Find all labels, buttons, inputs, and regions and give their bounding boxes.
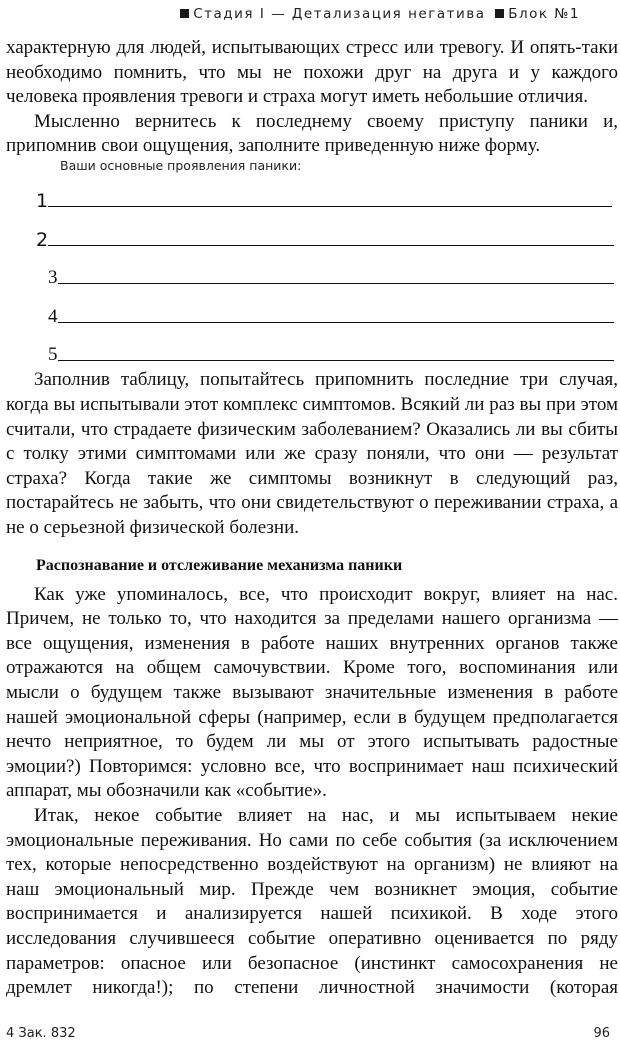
paragraph-event: Итак, некое событие влияет на нас, и мы испытываем некие эмоциональные переживания. Но сами по себе события (за исключением тех, которые непосредственно воздействуют на организм) не влияют на наш эмоциональный мир. Прежде чем возникнет эмоция, событие воспринимается и анализируется нашей психикой. В ходе этого исследования случившееся событие оперативно оценивается по ряду параметров: опасное или безопасное (инстинкт самосохранения не дремлет никогда!); по степени личностной значимости (которая [6, 804, 618, 999]
panic-symptom-form [6, 174, 618, 367]
running-title: Стадия I — Детализация негатива [193, 6, 486, 22]
section-heading: Распознавание и отслеживание механизма паники [36, 556, 403, 574]
form-line-rule [48, 245, 614, 246]
page-body [6, 36, 618, 1001]
form-line-4[interactable] [6, 289, 618, 328]
form-caption: Ваши основные проявления паники: [60, 157, 302, 173]
form-line-rule [48, 206, 612, 207]
footer-signature: 4 Зак. 832 [6, 1026, 76, 1041]
form-line-2[interactable] [6, 212, 618, 251]
form-line-number: 2 [36, 228, 49, 251]
form-line-5[interactable] [6, 328, 618, 367]
form-line-number: 3 [48, 267, 58, 289]
form-line-1[interactable] [6, 174, 618, 213]
paragraph-continued: характерную для людей, испытывающих стресс или тревогу. И опять-таки необходимо помнить, что мы не похожи друг на друга и у каждого человека проявления тревоги и страха могут иметь небольшие отличия. [6, 37, 618, 108]
square-bullet-icon [495, 9, 504, 18]
form-line-number: 4 [48, 305, 58, 327]
running-header [176, 6, 580, 22]
form-line-rule [58, 322, 614, 323]
square-bullet-icon [180, 9, 189, 18]
form-line-number: 1 [36, 190, 49, 213]
form-line-3[interactable] [6, 251, 618, 290]
page-number: 96 [593, 1026, 610, 1041]
paragraph-reflection: Заполнив таблицу, попытайтесь припомнить последние три случая, когда вы испытывали этот комплекс симптомов. Всякий ли раз вы при этом считали, что страдаете физическим заболеванием? Оказались ли вы сбиты с толку этими симптомами или же сразу поняли, что они — результат страха? Когда такие же симптомы возникнут в следующий раз, постарайтесь не забыть, что они свидетельствуют о переживании страха, а не о серьезной физической болезни. [6, 369, 618, 539]
paragraph-influence: Как уже упоминалось, все, что происходит вокруг, влияет на нас. Причем, не только то, что находится за пределами нашего организма — все ощущения, изменения в работе наших внутренних органов также отражаются на общем самочувствии. Кроме того, воспоминания или мысли о будущем также вызывают значительные изменения в работе нашей эмоциональной сферы (например, если в будущем предполагается нечто неприятное, то будем ли мы от этого испытывать радостные эмоции?) Повторимся: условно все, что воспринимает наш психический аппарат, мы обозначили как «событие». [6, 583, 618, 802]
paragraph-instruction: Мысленно вернитесь к последнему своему приступу паники и, припомнив свои ощущения, заполните приведенную ниже форму. [6, 110, 618, 157]
block-label: Блок №1 [508, 6, 580, 22]
form-line-rule [58, 360, 614, 361]
form-line-number: 5 [48, 344, 58, 366]
form-line-rule [58, 283, 614, 284]
